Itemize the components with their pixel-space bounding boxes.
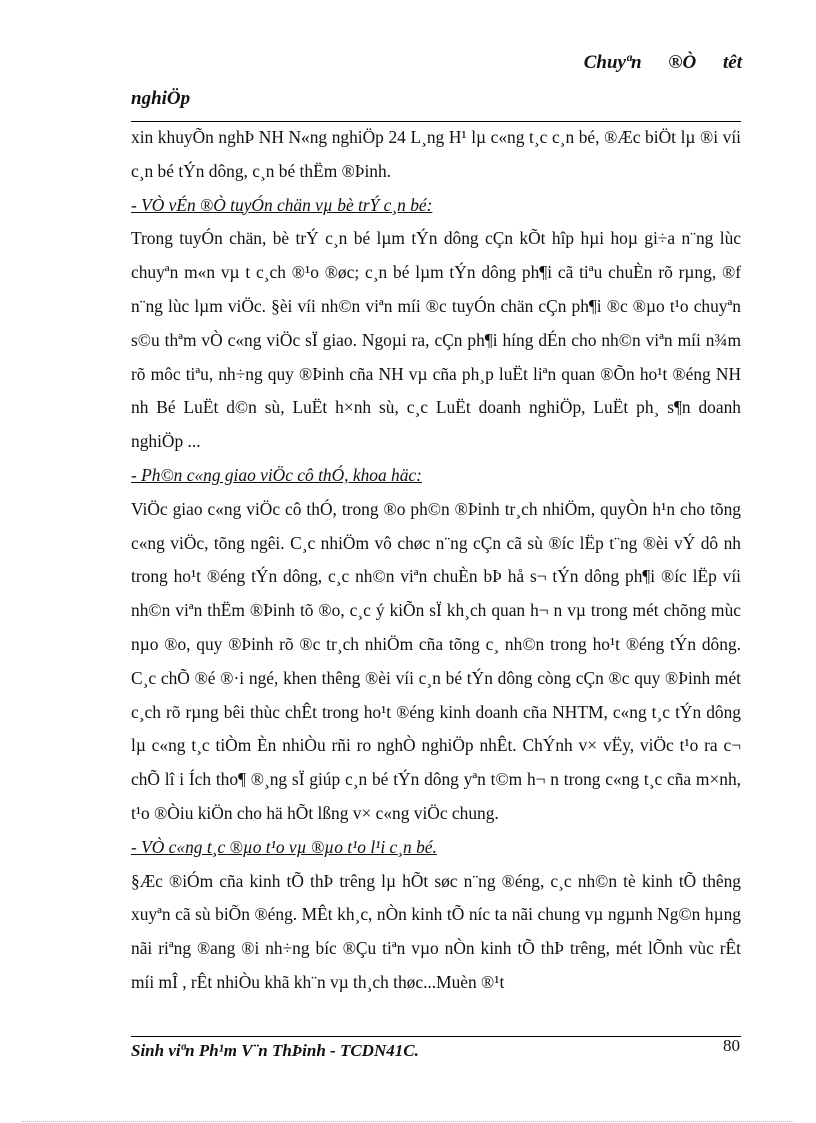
- paragraph: ViÖc giao c«ng viÖc cô thÓ, trong ®o ph©n ®Þinh tr¸ch nhiÖm, quyÒn h¹n cho tõng c«ng viÖc, tõng ngêi. C¸c nhiÖm vô chøc n¨ng cÇn cã sù ®íc lËp t¨ng ®èi vÝ dô nh trong ho¹t ®éng tÝn dông, c¸c nh©n viªn chuÈn bÞ hå s¬ tÝn dông ph¶i ®íc lËp víi nh©n viªn thËm ®Þinh tõ ®o, c¸c ý kiÕn sÏ kh¸ch quan h¬ n vµ trong mét chõng mùc nµo ®o, quy ®Þinh rõ ®c tr¸ch nhiÖm cña tõng c¸ nh©n trong ho¹t ®éng tÝn dông. C¸c chÕ ®é ®·i ngé, khen thêng ®èi víi c¸n bé tÝn dông còng cÇn ®c quy ®Þinh mét c¸ch rõ rµng bêi thùc chÊt trong ho¹t ®éng kinh doanh cña NHTM, c«ng t¸c tÝn dông lµ c«ng t¸c tiÒm Èn nhiÒu rñi ro nghÒ nghiÖp nhÊt. ChÝnh v× vËy, viÖc t¹o ra c¬ chÕ lî i Ích tho¶ ®¸ng sÏ giúp c¸n bé tÝn dông yªn t©m h¬ n trong c«ng t¸c cña m×nh, t¹o ®Òiu kiÖn cho hä hÕt lßng v× c«ng viÖc chung.: [131, 498, 741, 823]
- footer-author: Sinh viªn Ph¹m V¨n ThÞinh - TCDN41C.: [131, 1041, 419, 1060]
- footer-divider: [131, 1036, 741, 1037]
- document-body: [131, 121, 741, 1000]
- paragraph: §Æc ®iÓm cña kinh tÕ thÞ trêng lµ hÕt søc n¨ng ®éng, c¸c nh©n tè kinh tÕ thêng xuyªn cã sù biÕn ®éng. MÊt kh¸c, nÒn kinh tÕ níc ta nãi chung vµ ngµnh Ng©n hµng nãi riªng ®ang ®i nh÷ng bíc ®Çu tiªn vµo nÒn kinh tÕ thÞ trêng, mét lÕnh vùc rÊt míi mÎ , rÊt nhiÒu khã kh¨n vµ th¸ch thøc...Muèn ®¹t: [131, 870, 741, 992]
- header-title: Chuyªn ®Ò têt: [583, 52, 742, 73]
- page-bottom-edge: [22, 1121, 794, 1122]
- paragraph: xin khuyÕn nghÞ NH N«ng nghiÖp 24 L¸ng H¹ lµ c«ng t¸c c¸n bé, ®Æc biÖt lµ ®i víi c¸n bé tÝn dông, c¸n bé thËm ®Þinh.: [131, 127, 741, 181]
- section-heading: - VÒ c«ng t¸c ®µo t¹o vµ ®µo t¹o l¹i c¸n bé.: [131, 836, 437, 857]
- page-number: 80: [723, 1036, 740, 1055]
- section-heading: - Ph©n c«ng giao viÖc cô thÓ, khoa häc:: [131, 464, 422, 485]
- paragraph: Trong tuyÓn chän, bè trÝ c¸n bé lµm tÝn dông cÇn kÕt hîp hµi hoµ gi÷a n¨ng lùc chuyªn m«n vµ t c¸ch ®¹o ®øc; c¸n bé lµm tÝn dông ph¶i cã tiªu chuÈn rõ rµng, ®f n¨ng lùc lµm viÖc. §èi víi nh©n viªn míi ®c tuyÓn chän cÇn ph¶i ®c ®µo t¹o chuyªn s©u thªm vÒ c«ng viÖc sÏ giao. Ngoµi ra, cÇn ph¶i híng dÉn cho nh©n viªn míi n¾m rõ môc tiªu, nh÷ng quy ®Þinh cña NH vµ cña ph¸p luËt liªn quan ®Õn ho¹t ®éng NH nh Bé LuËt d©n sù, LuËt h×nh sù, c¸c LuËt doanh nghiÖp, LuËt ph¸ s¶n doanh nghiÖp ...: [131, 228, 741, 452]
- header-title-continuation: nghiÖp: [131, 88, 191, 109]
- section-heading: - VÒ vÉn ®Ò tuyÓn chän vµ bè trÝ c¸n bé:: [131, 194, 433, 215]
